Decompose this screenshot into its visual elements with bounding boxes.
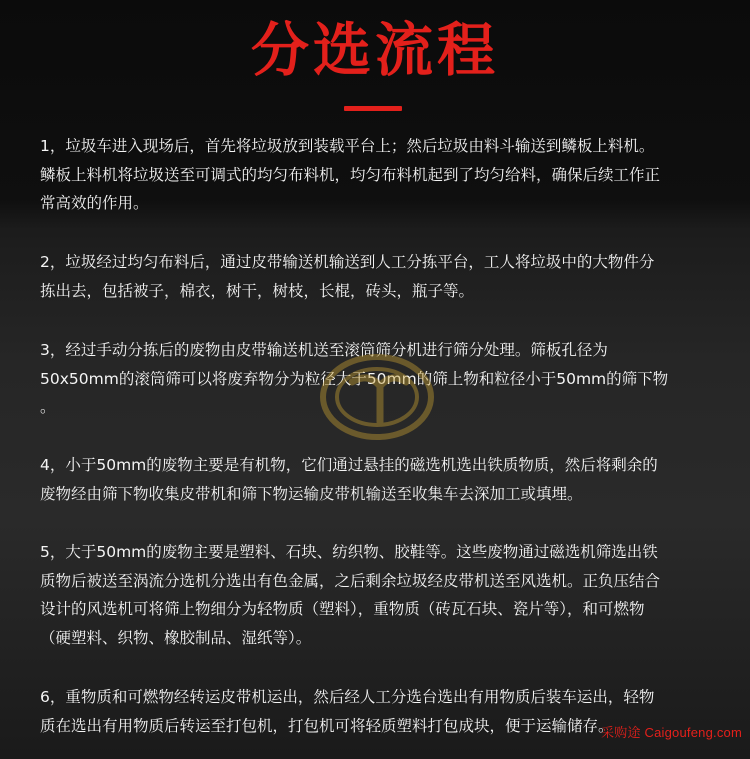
page-title: 分选流程 [250, 16, 499, 84]
step-2-text: 2，垃圾经过均匀布料后，通过皮带输送机输送到人工分拣平台，工人将垃圾中的大物件分 拣出去，包括被子，棉衣，树干，树枝，长棍，砖头，瓶子等。 [40, 253, 655, 300]
step-5-text: 5，大于50mm的废物主要是塑料、石块、纺织物、胶鞋等。这些废物通过磁选机筛选出铁 质物后被送至涡流分选机分选出有色金属，之后剩余垃圾经皮带机送至风选机。正负压结合 设计的风选机可将筛上物细分为轻物质（塑料），重物质（砖瓦石块、瓷片等），和可燃物 （硬塑料、织物、橡胶制品、湿纸等）。 [40, 543, 661, 647]
circular-logo-icon [318, 352, 436, 442]
site-watermark: 采购途 Caigoufeng.com [601, 725, 742, 740]
title-underline [344, 106, 402, 111]
step-3-text: 3，经过手动分拣后的废物由皮带输送机送至滚筒筛分机进行筛分处理。筛板孔径为 50x50mm的滚筒筛可以将废弃物分为粒径大于50mm的筛上物和粒径小于50mm的筛下物 。 [40, 341, 669, 416]
step-6-text: 6，重物质和可燃物经转运皮带机运出，然后经人工分选台选出有用物质后装车运出，轻物 质在选出有用物质后转运至打包机，打包机可将轻质塑料打包成块，便于运输储存。 [40, 688, 655, 735]
step-4-text: 4，小于50mm的废物主要是有机物，它们通过悬挂的磁选机选出铁质物质，然后将剩余的 废物经由筛下物收集皮带机和筛下物运输皮带机输送至收集车去深加工或填埋。 [40, 456, 658, 503]
step-1-text: 1，垃圾车进入现场后，首先将垃圾放到装载平台上；然后垃圾由料斗输送到鳞板上料机。 鳞板上料机将垃圾送至可调式的均匀布料机，均匀布料机起到了均匀给料，确保后续工作正 常高效的作用。 [40, 137, 661, 212]
